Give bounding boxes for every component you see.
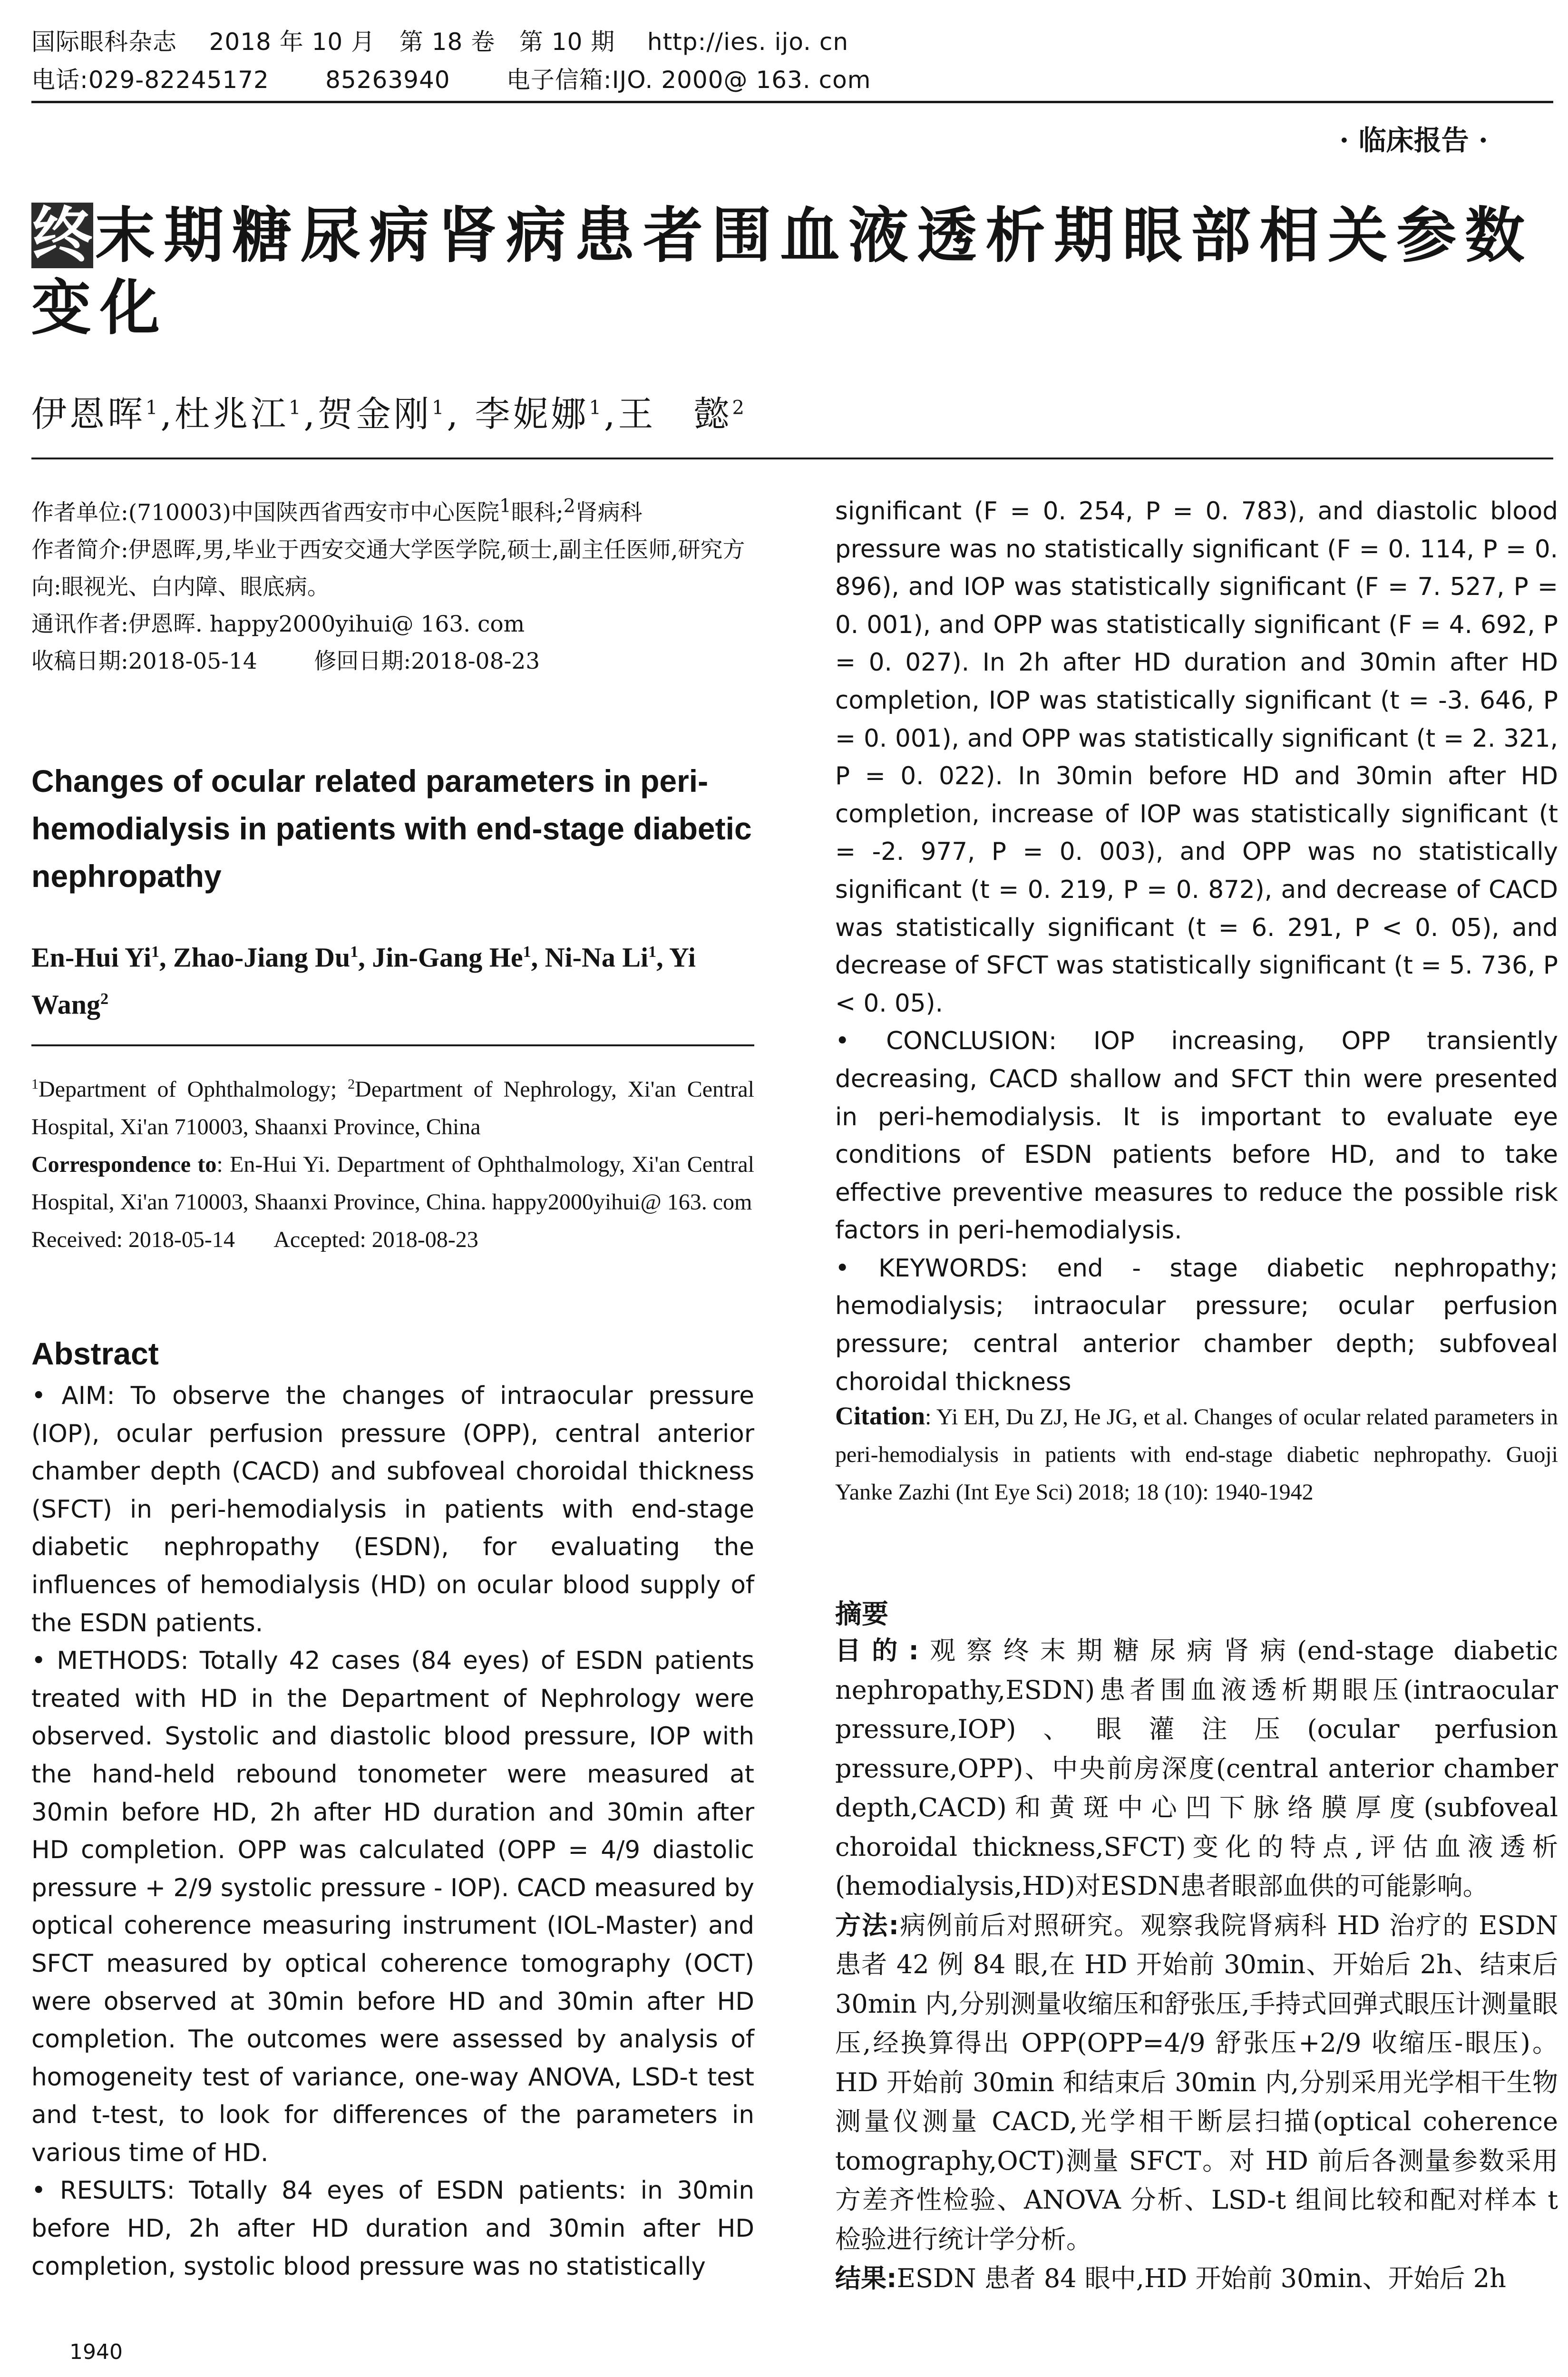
methods-label: METHODS	[57, 1646, 181, 1676]
author-sup: 1	[350, 943, 359, 961]
cn-aim	[835, 1631, 1558, 1906]
authors-cn: 伊恩晖$^1$,杜兆江$^1$,贺金刚$^1$, 李妮娜$^1$,王 懿$^2$	[31, 394, 747, 435]
author-en-name: Jin-Gang He	[372, 942, 523, 973]
author-sup: 1	[648, 943, 657, 961]
author-bio: 作者简介:伊恩晖,男,毕业于西安交通大学医学院,硕士,副主任医师,研究方向:眼视光、白内障、眼底病。	[31, 536, 745, 600]
title-drop-mark: 终	[32, 200, 92, 270]
author-en-name: Ni-Na Li	[545, 942, 649, 973]
author-cn-name: 王 懿	[618, 394, 732, 435]
journal-url[interactable]: http://ies. ijo. cn	[647, 28, 849, 56]
authors-rule	[31, 458, 1553, 459]
author-cn-name: 杜兆江	[174, 394, 289, 435]
abstract-results-start: • RESULTS: Totally 84 eyes of ESDN patients: in 30min before HD, 2h after HD duration and 30min after HD completion, systolic blood pressure was no statistically	[31, 2176, 754, 2281]
affil-b: 眼科;	[511, 499, 564, 526]
author-cn-name: 贺金刚	[317, 394, 432, 435]
abstract-en-left	[31, 1377, 754, 2286]
abstract-aim: • AIM: To observe the changes of intraocular pressure (IOP), ocular perfusion pressure (OPP), central anterior chamber depth (CACD) and subfoveal choroidal thickness (SFCT) in peri-hemodialysis in patients with end-stage diabetic nephropathy (ESDN), for evaluating the influences of hemodialysis (HD) on ocular blood supply of the ESDN patients.	[31, 1382, 754, 1637]
cn-methods-text: 病例前后对照研究。观察我院肾病科 HD 治疗的 ESDN 患者 42 例 84 眼,在 HD 开始前 30min、开始后 2h、结束后 30min 内,分别测量收缩压和舒张压,手持式回弹式眼压计测量眼压,经换算得出 OPP(OPP=4/9 舒张压+2/9 收缩压-眼压)。HD 开始前 30min 和结束后 30min 内,分别采用光学相干生物测量仪测量 CACD,光学相干断层扫描(optical coherence tomography,OCT)测量 SFCT。对 HD 前后各测量参数采用方差齐性检验、ANOVA 分析、LSD-t 组间比较和配对样本 t 检验进行统计学分析。	[835, 1910, 1558, 2254]
results-text-left: : Totally 84 eyes of ESDN patients: in 30min before HD, 2h after HD duration and 30min after HD completion, systolic blood pressure was no statistically	[31, 2176, 754, 2281]
affil-sup: 1	[31, 1076, 39, 1092]
header-rule	[31, 101, 1553, 103]
dept1: Department of Ophthalmology;	[39, 1077, 337, 1102]
journal-header-line1	[31, 23, 848, 57]
conclusion-label: CONCLUSION	[886, 1027, 1049, 1056]
cn-abstract	[835, 1631, 1558, 2299]
aim-label: AIM	[61, 1382, 107, 1410]
corr-label: Correspondence to	[31, 1152, 217, 1177]
abstract-results-cont: significant (F = 0. 254, P = 0. 783), and diastolic blood pressure was no statistically significant (F = 0. 114, P = 0. 896), and IOP was statistically significant (F = 7. 527, P = 0. 001), and OPP was statistically significant (F = 4. 692, P = 0. 027). In 2h after HD duration and 30min after HD completion, IOP was statistically significant (t = -3. 646, P = 0. 001), and OPP was statistically significant (t = 2. 321, P = 0. 022). In 30min before HD and 30min after HD completion, increase of IOP was statistically significant (t = -2. 977, P = 0. 003), and OPP was no statistically significant (t = 0. 219, P = 0. 872), and decrease of CACD was statistically significant (t = 6. 291, P < 0. 05), and decrease of SFCT was statistically significant (t = 5. 736, P < 0. 05).	[835, 497, 1558, 1018]
correspondence-cn: 通讯作者:伊恩晖. happy2000yihui@ 163. com	[31, 611, 525, 637]
accepted-en: Accepted: 2018-08-23	[273, 1227, 478, 1252]
cn-aim-text: 观察终末期糖尿病肾病(end-stage diabetic nephropathy,ESDN)患者围血液透析期眼压(intraocular pressure,IOP)、眼灌注压(ocular perfusion pressure,OPP)、中央前房深度(central anterior chamber depth,CACD)和黄斑中心凹下脉络膜厚度(subfoveal choroidal thickness,SFCT)变化的特点,评估血液透析(hemodialysis,HD)对ESDN患者眼部血供的可能影响。	[835, 1636, 1558, 1901]
cn-results-text: ESDN 患者 84 眼中,HD 开始前 30min、开始后 2h	[896, 2263, 1506, 2293]
phone2: 85263940	[325, 66, 450, 94]
cn-methods	[835, 1906, 1558, 2260]
english-affiliation	[31, 1065, 754, 1258]
meta-cn	[31, 488, 754, 680]
keywords-label: KEYWORDS	[878, 1254, 1020, 1283]
author-sup: 1	[288, 397, 304, 419]
abstract-heading: Abstract	[31, 1336, 159, 1371]
affiliation-cn	[31, 488, 754, 532]
affil-en-correspondence	[31, 1146, 754, 1221]
aim-text: : To observe the changes of intraocular pressure (IOP), ocular perfusion pressure (OPP), central anterior chamber depth (CACD) and subfoveal choroidal thickness (SFCT) in peri-hemodialysis in patients with end-stage diabetic nephropathy (ESDN), for evaluating the influences of hemodialysis (HD) on ocular blood supply of the ESDN patients.	[31, 1382, 754, 1637]
author-cn-name: 李妮娜	[475, 394, 589, 435]
author-cn-name: 伊恩晖	[31, 394, 146, 435]
author-en-name: Yi Wang	[31, 942, 696, 1020]
conclusion-text: : IOP increasing, OPP transiently decreasing, CACD shallow and SFCT thin were presented in peri-hemodialysis. It is important to evaluate eye conditions of ESDN patients before HD, and to take effective preventive measures to reduce the possible risk factors in peri-hemodialysis.	[835, 1027, 1558, 1245]
revised-cn: 修回日期:2018-08-23	[314, 648, 540, 674]
received-en: Received: 2018-05-14	[31, 1227, 235, 1252]
issue-info: 2018 年 10 月 第 18 卷 第 10 期	[209, 28, 615, 56]
affil-c: 肾病科	[575, 499, 643, 526]
keywords-text: : end - stage diabetic nephropathy; hemodialysis; intraocular pressure; ocular perfusion pressure; central anterior chamber depth; subfoveal choroidal thickness	[835, 1254, 1558, 1396]
affil-sup: 1	[499, 496, 511, 517]
title-line1: 末期糖尿病肾病患者围血液透析期眼部相关参数	[95, 201, 1533, 271]
affil-sup: 2	[348, 1076, 355, 1092]
journal-header-line2	[31, 61, 871, 95]
email[interactable]: 电子信箱:IJO. 2000@ 163. com	[506, 66, 871, 94]
author-en-name: Zhao-Jiang Du	[173, 942, 351, 973]
corr-text: : En-Hui Yi. Department of Ophthalmology, Xi'an Central Hospital, Xi'an 710003, Shaanxi Province, China. happy2000yihui@ 163. com	[31, 1152, 754, 1215]
cn-results-label: 结果:	[835, 2263, 897, 2293]
received-cn: 收稿日期:2018-05-14	[31, 648, 257, 674]
section-tag: · 临床报告 ·	[1339, 124, 1488, 156]
page-number: 1940	[69, 2340, 123, 2364]
citation	[835, 1397, 1558, 1511]
affil-en-depts	[31, 1065, 754, 1146]
author-sup: 1	[431, 397, 447, 419]
abstract-keywords: • KEYWORDS: end - stage diabetic nephropathy; hemodialysis; intraocular pressure; ocular perfusion pressure; central anterior chamber depth; subfoveal choroidal thickness	[835, 1254, 1558, 1396]
abstract-methods: • METHODS: Totally 42 cases (84 eyes) of ESDN patients treated with HD in the Department of Nephrology were observed. Systolic and diastolic blood pressure, IOP with the hand-held rebound tonometer were measured at 30min before HD, 2h after HD duration and 30min after HD completion. OPP was calculated (OPP = 4/9 diastolic pressure + 2/9 systolic pressure - IOP). CACD measured by optical coherence measuring instrument (IOL-Master) and SFCT measured by optical coherence tomography (OCT) were observed at 30min before HD and 30min after HD completion. The outcomes were assessed by analysis of homogeneity test of variance, one-way ANOVA, LSD-t test and t-test, to look for differences of the parameters in various time of HD.	[31, 1646, 755, 2167]
abstract-conclusion: • CONCLUSION: IOP increasing, OPP transiently decreasing, CACD shallow and SFCT thin were presented in peri-hemodialysis. It is important to evaluate eye conditions of ESDN patients before HD, and to take effective preventive measures to reduce the possible risk factors in peri-hemodialysis.	[835, 1027, 1558, 1245]
article-title	[31, 200, 1563, 344]
author-sup: 1	[523, 943, 531, 961]
cn-methods-label: 方法:	[835, 1910, 899, 1940]
cn-results	[835, 2259, 1558, 2299]
abstract-en-right	[835, 493, 1558, 1401]
affil-a: 作者单位:(710003)中国陕西省西安市中心医院	[31, 499, 499, 526]
english-authors: En-Hui Yi$^1$, Zhao-Jiang Du$^1$, Jin-Gang He$^1$, Ni-Na Li$^1$, Yi Wang$^2$	[31, 942, 696, 1020]
cn-aim-label: 目的:	[835, 1636, 919, 1666]
citation-label: Citation	[835, 1402, 925, 1430]
citation-text: : Yi EH, Du ZJ, He JG, et al. Changes of ocular related parameters in peri-hemodialysis in patients with end-stage diabetic nephropathy. Guoji Yanke Zazhi (Int Eye Sci) 2018; 18 (10): 1940-1942	[835, 1404, 1558, 1505]
affil-sup: 2	[563, 496, 575, 517]
dept2: Department of Nephrology, Xi'an Central Hospital, Xi'an 710003, Shaanxi Province, China	[31, 1077, 755, 1140]
cn-abstract-heading: 摘要	[835, 1599, 888, 1630]
author-sup: 1	[146, 397, 161, 419]
journal-name: 国际眼科杂志	[31, 28, 177, 56]
results-label: RESULTS	[59, 2176, 167, 2205]
author-sup: 2	[100, 990, 109, 1008]
title-line2: 变化	[31, 273, 168, 343]
methods-text: : Totally 42 cases (84 eyes) of ESDN patients treated with HD in the Department of Nephrology were observed. Systolic and diastolic blood pressure, IOP with the hand-held rebound tonometer were measured at 30min before HD, 2h after HD duration and 30min after HD completion. OPP was calculated (OPP = 4/9 diastolic pressure + 2/9 systolic pressure - IOP). CACD measured by optical coherence measuring instrument (IOL-Master) and SFCT measured by optical coherence tomography (OCT) were observed at 30min before HD and 30min after HD completion. The outcomes were assessed by analysis of homogeneity test of variance, one-way ANOVA, LSD-t test and t-test, to look for differences of the parameters in various time of HD.	[31, 1646, 755, 2167]
author-sup: 1	[589, 397, 604, 419]
author-sup: 1	[151, 943, 159, 961]
en-authors-rule	[31, 1044, 754, 1046]
dates-cn	[31, 643, 754, 680]
affil-en-dates	[31, 1221, 754, 1258]
author-sup: 2	[732, 397, 747, 419]
author-en-name: En-Hui Yi	[31, 942, 151, 973]
english-title: Changes of ocular related parameters in peri-hemodialysis in patients with end-stage diabetic nephropathy	[31, 763, 752, 894]
phone: 电话:029-82245172	[31, 66, 269, 94]
